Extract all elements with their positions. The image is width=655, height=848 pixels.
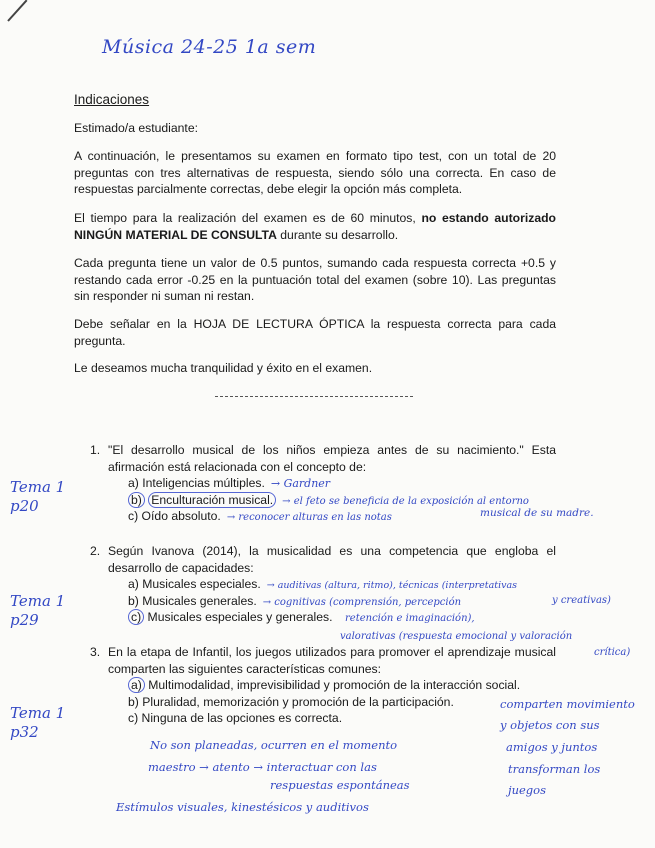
separator-line (215, 396, 413, 397)
option-letter: c) (128, 609, 144, 625)
option-note: → reconocer alturas en las notas (226, 512, 392, 523)
handwritten-note: Estímulos visuales, kinestésicos y auditivos (116, 800, 369, 814)
option-text: Enculturación musical. (148, 492, 276, 508)
greeting: Estimado/a estudiante: (74, 121, 198, 135)
options-list (128, 677, 556, 727)
question-stem: En la etapa de Infantil, los juegos utilizados para promover el aprendizaje musical comparten las siguientes características comunes: (108, 645, 556, 676)
p2-text-c: durante su desarrollo. (276, 227, 399, 242)
question-stem: Según Ivanova (2014), la musicalidad es una competencia que engloba el desarrollo de capacidades: (108, 544, 556, 575)
handwritten-note: transforman los (508, 762, 601, 776)
options-list (128, 576, 556, 626)
p2-text-bold: no estando autorizado NINGÚN MATERIAL DE CONSULTA (74, 211, 556, 242)
instructions-paragraph-5: Le deseamos mucha tranquilidad y éxito en el examen. (74, 361, 373, 375)
handwritten-note: maestro → atento → interactuar con las (148, 760, 377, 774)
question-3 (90, 644, 556, 727)
handwritten-note: respuestas espontáneas (270, 778, 410, 792)
side-note-tema-1: Tema 1 p29 (10, 592, 66, 629)
handwritten-note: comparten movimiento (500, 697, 635, 711)
option-text: Musicales generales. (142, 593, 257, 608)
handwritten-note: valorativas (respuesta emocional y valoración (340, 631, 573, 642)
option-text: Ninguna de las opciones es correcta. (141, 711, 343, 725)
option-text: Pluralidad, memorización y promoción de la participación. (142, 694, 454, 709)
handwritten-note: y creativas) (552, 595, 611, 606)
instructions-heading: Indicaciones (74, 92, 150, 107)
option-note: → el feto se beneficia de la exposición al entorno (282, 495, 529, 507)
option-a[interactable] (128, 475, 556, 492)
option-letter: b) (128, 492, 145, 508)
handwritten-note: retención e imaginación), (345, 613, 475, 624)
option-a[interactable] (128, 677, 556, 694)
option-letter: a) (128, 476, 139, 490)
question-stem: "El desarrollo musical de los niños empieza antes de su nacimiento." Esta afirmación está relacionada con el concepto de: (108, 443, 556, 474)
question-number: 2. (90, 544, 101, 558)
option-c[interactable] (128, 710, 556, 727)
option-b[interactable] (128, 593, 556, 610)
side-note-tema-1: Tema 1 p32 (10, 704, 66, 741)
option-letter: a) (128, 677, 145, 693)
instructions-paragraph-1: A continuación, le presentamos su examen en formato tipo test, con un total de 20 preguntas con tres alternativas de respuesta, siendo sólo una correcta. En caso de respuestas parcialmente correctas, debe elegir la opción más completa. (74, 149, 556, 196)
instructions-paragraph-2 (74, 210, 556, 243)
option-note: → cognitivas (comprensión, percepción (262, 596, 462, 608)
question-number: 3. (90, 645, 101, 659)
pen-slash-mark (7, 0, 27, 22)
option-note: → auditivas (altura, ritmo), técnicas (interpretativas (266, 580, 518, 591)
option-text: Musicales especiales. (142, 577, 261, 591)
option-text: Multimodalidad, imprevisibilidad y promoción de la interacción social. (148, 678, 521, 692)
option-a[interactable] (128, 576, 556, 593)
option-text: Inteligencias múltiples. (142, 476, 265, 490)
handwritten-note: musical de su madre. (480, 507, 594, 519)
handwritten-title: Música 24-25 1a sem (102, 36, 317, 58)
option-text: Musicales especiales y generales. (147, 610, 333, 624)
option-note: → Gardner (270, 477, 331, 490)
handwritten-note: No son planeadas, ocurren en el momento (150, 738, 398, 752)
option-letter: b) (128, 694, 139, 709)
option-letter: c) (128, 711, 139, 725)
question-2 (90, 543, 556, 626)
handwritten-note: y objetos con sus (500, 718, 600, 732)
question-number: 1. (90, 443, 101, 457)
instructions-paragraph-3: Cada pregunta tiene un valor de 0.5 puntos, sumando cada respuesta correcta +0.5 y restando cada error -0.25 en la puntuación total del examen (sobre 10). Las preguntas sin responder ni suman ni restan. (74, 256, 556, 303)
instructions-paragraph-4: Debe señalar en la HOJA DE LECTURA ÓPTICA la respuesta correcta para cada pregunta. (74, 317, 556, 348)
side-note-tema-1: Tema 1 p20 (10, 478, 66, 515)
option-b[interactable] (128, 694, 556, 711)
handwritten-note: amigos y juntos (506, 740, 598, 754)
option-letter: a) (128, 577, 139, 591)
option-letter: b) (128, 593, 139, 608)
p2-text-a: El tiempo para la realización del examen es de 60 minutos, (74, 211, 422, 225)
handwritten-note: crítica) (594, 647, 631, 658)
option-text: Oído absoluto. (141, 509, 221, 523)
option-c[interactable] (128, 609, 556, 626)
handwritten-note: juegos (508, 783, 546, 797)
option-letter: c) (128, 509, 139, 523)
